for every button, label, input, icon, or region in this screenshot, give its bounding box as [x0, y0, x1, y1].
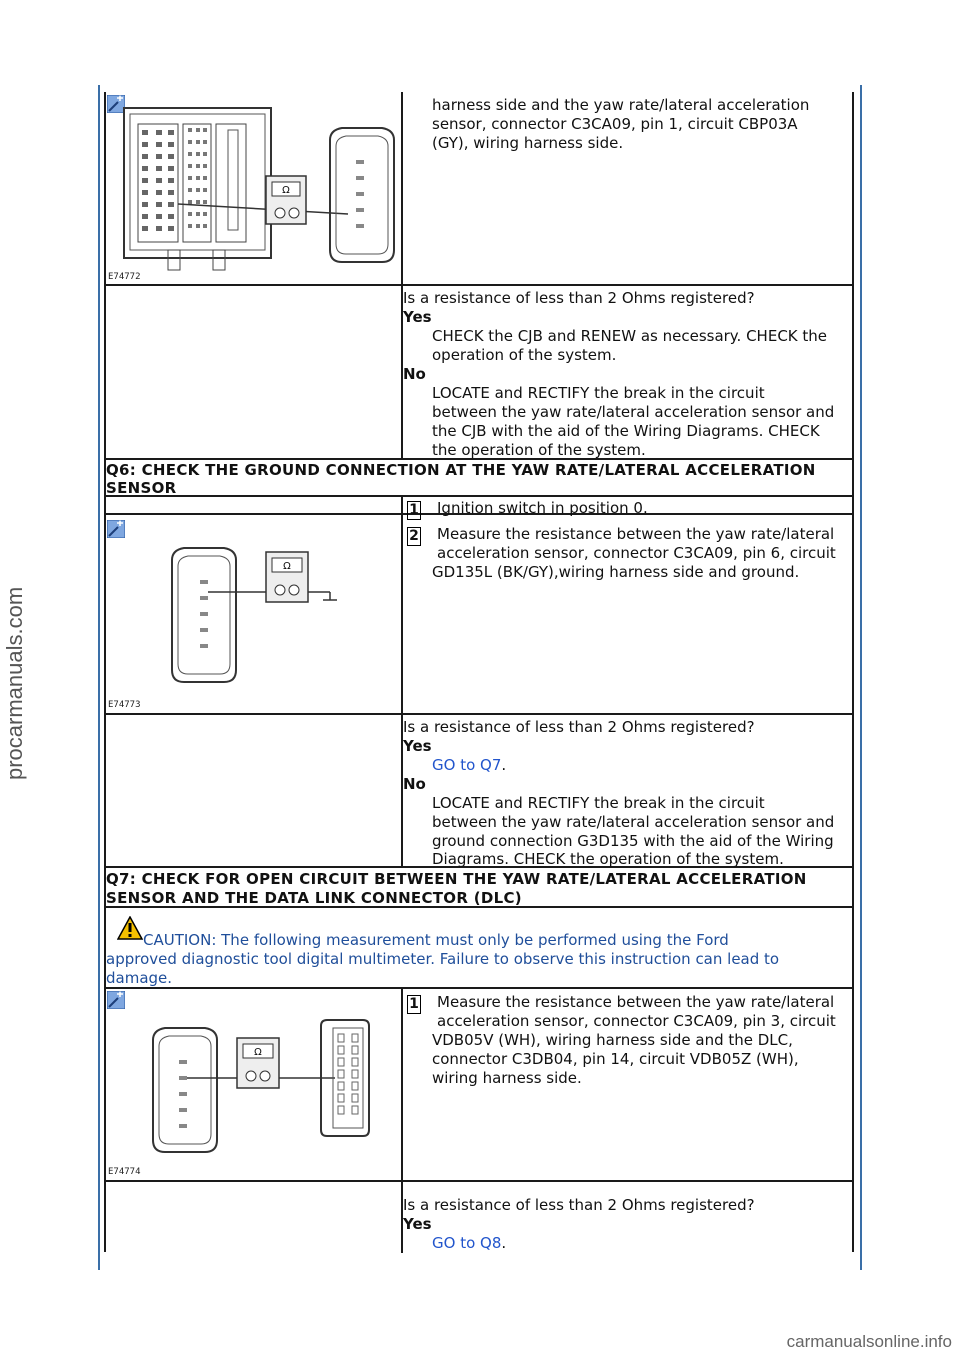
yes-label: Yes	[403, 1215, 432, 1233]
column-divider	[401, 92, 403, 460]
cjb-connector-diagram	[108, 100, 398, 282]
go-to-q7-link[interactable]: GO to Q7	[432, 756, 502, 774]
table-left-border	[104, 92, 106, 1252]
q6-heading: Q6: CHECK THE GROUND CONNECTION AT THE YAW RATE/LATERAL ACCELERATION	[106, 461, 816, 479]
question-text: Is a resistance of less than 2 Ohms registered?	[403, 718, 755, 736]
instruction-line: harness side and the yaw rate/lateral acceleration	[432, 96, 810, 114]
svg-text:Ω: Ω	[282, 185, 290, 196]
q7-heading: Q7: CHECK FOR OPEN CIRCUIT BETWEEN THE YAW RATE/LATERAL ACCELERATION	[106, 870, 807, 888]
no-action-text: the CJB with the aid of the Wiring Diagrams. CHECK	[432, 422, 820, 440]
question-text: Is a resistance of less than 2 Ohms registered?	[403, 289, 755, 307]
instruction-line: (GY), wiring harness side.	[432, 134, 624, 152]
caution-text: CAUTION: The following measurement must only be performed using the Ford	[143, 931, 729, 949]
side-watermark: procarmanuals.com	[2, 586, 27, 780]
no-action-text: LOCATE and RECTIFY the break in the circuit	[432, 794, 765, 812]
step-text: GD135L (BK/GY),wiring harness side and ground.	[432, 563, 800, 581]
yes-action: GO to Q7.	[432, 756, 507, 774]
q6-heading: SENSOR	[106, 479, 177, 497]
step-text: VDB05V (WH), wiring harness side and the DLC,	[432, 1031, 793, 1049]
yes-action-text: operation of the system.	[432, 346, 617, 364]
figure-label: E74774	[108, 1167, 141, 1177]
table-right-border	[852, 92, 854, 1252]
instruction-line: sensor, connector C3CA09, pin 1, circuit CBP03A	[432, 115, 798, 133]
warning-triangle-icon	[117, 916, 143, 940]
figure-label: E74773	[108, 700, 141, 710]
svg-text:Ω: Ω	[254, 1047, 262, 1058]
step-number: 2	[407, 527, 421, 546]
step-text: acceleration sensor, connector C3CA09, pin 3, circuit	[437, 1012, 836, 1030]
step-number: 1	[407, 501, 421, 520]
caution-text: damage.	[106, 969, 173, 987]
page-right-rule	[860, 85, 862, 1270]
column-divider	[401, 515, 403, 867]
yes-label: Yes	[403, 737, 432, 755]
step-text: connector C3DB04, pin 14, circuit VDB05Z (WH),	[432, 1050, 799, 1068]
row-divider	[104, 495, 854, 497]
row-divider	[104, 987, 854, 989]
step-text: wiring harness side.	[432, 1069, 582, 1087]
step-text: acceleration sensor, connector C3CA09, pin 6, circuit	[437, 544, 836, 562]
no-action-text: Diagrams. CHECK the operation of the system.	[432, 850, 784, 868]
step-text: Measure the resistance between the yaw rate/lateral	[437, 525, 835, 543]
zoom-icon[interactable]	[107, 991, 125, 1009]
no-action-text: between the yaw rate/lateral acceleration sensor and	[432, 813, 835, 831]
step-number: 1	[407, 995, 421, 1014]
zoom-icon[interactable]	[107, 520, 125, 538]
yes-label: Yes	[403, 308, 432, 326]
sensor-connector-diagram	[160, 540, 350, 700]
step-text: Measure the resistance between the yaw rate/lateral	[437, 993, 835, 1011]
go-to-q8-link[interactable]: GO to Q8	[432, 1234, 502, 1252]
q7-heading: SENSOR AND THE DATA LINK CONNECTOR (DLC)	[106, 889, 522, 907]
no-action-text: between the yaw rate/lateral acceleration sensor and	[432, 403, 835, 421]
figure-label: E74772	[108, 272, 141, 282]
no-label: No	[403, 775, 426, 793]
row-divider	[104, 1180, 854, 1182]
sensor-to-dlc-diagram	[145, 1010, 385, 1170]
footer-watermark: carmanualsonline.info	[786, 1332, 952, 1351]
row-divider	[104, 713, 854, 715]
row-divider	[104, 284, 854, 286]
question-text: Is a resistance of less than 2 Ohms registered?	[403, 1196, 755, 1214]
yes-action-text: CHECK the CJB and RENEW as necessary. CHECK the	[432, 327, 828, 345]
yes-action: GO to Q8.	[432, 1234, 507, 1252]
svg-text:Ω: Ω	[283, 561, 291, 572]
caution-text: approved diagnostic tool digital multimeter. Failure to observe this instruction can lead to	[106, 950, 780, 968]
no-action-text: the operation of the system.	[432, 441, 646, 459]
no-action-text: ground connection G3D135 with the aid of the Wiring	[432, 832, 834, 850]
step-text: Ignition switch in position 0.	[437, 499, 648, 517]
no-label: No	[403, 365, 426, 383]
page-left-rule	[98, 85, 100, 1270]
no-action-text: LOCATE and RECTIFY the break in the circuit	[432, 384, 765, 402]
